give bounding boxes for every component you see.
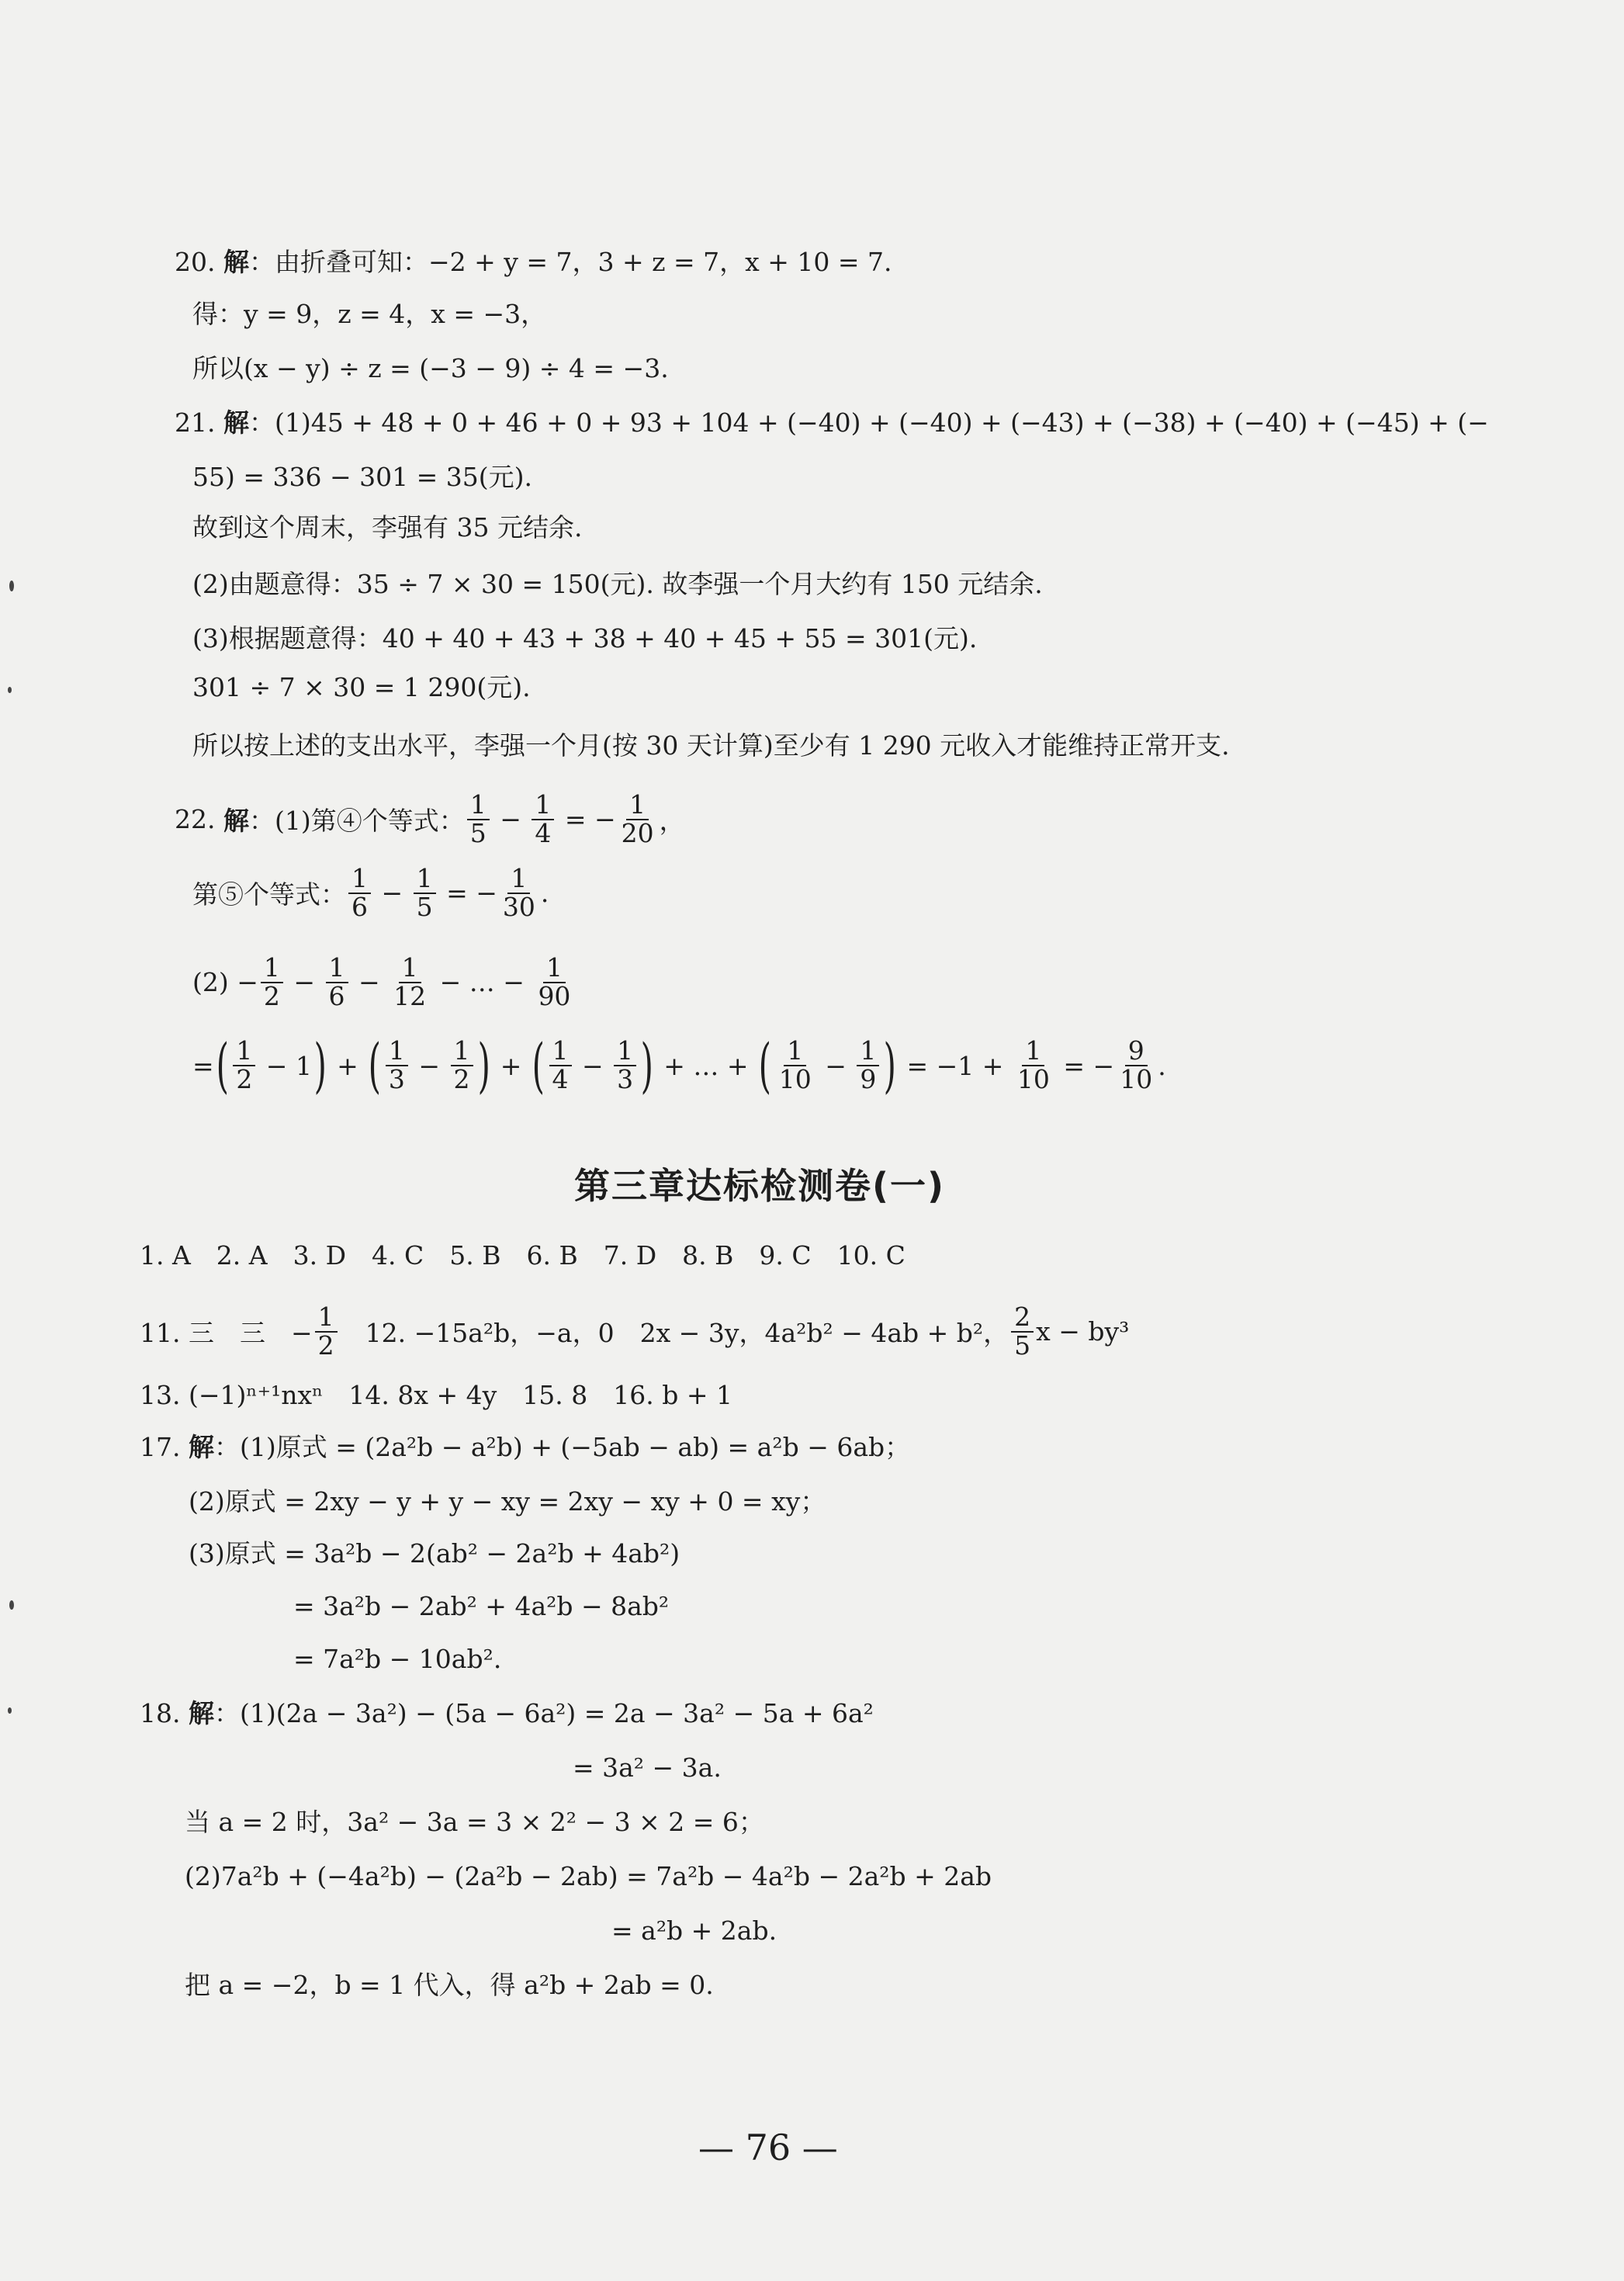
fraction: $\frac{1}{2}$ — [315, 1304, 338, 1359]
q21-line-5: (3)根据题意得：40 + 40 + 43 + 38 + 40 + 45 + 55 = 301(元). — [192, 623, 978, 653]
q12-text: 12. −15a²b，−a，0 2x − 3y，4a²b² − 4ab + b²， — [339, 1318, 1009, 1349]
scan-mark — [8, 1707, 12, 1714]
q21-label: 解 — [223, 407, 249, 438]
q22-line-3: (2) − $\frac{1}{2}$ − $\frac{1}{6}$ − $\frac{1}{12}$ − … − $\frac{1}{90}$ — [192, 955, 576, 1010]
q17-line-1 — [140, 1432, 910, 1463]
q21-line-4: (2)由题意得：35 ÷ 7 × 30 = 150(元). 故李强一个月大约有 150 元结余. — [192, 569, 1043, 599]
fraction: $\frac{1}{5}$ — [414, 865, 436, 920]
fraction: $\frac{2}{5}$ — [1011, 1304, 1034, 1359]
fraction: $\frac{9}{10}$ — [1120, 1035, 1153, 1094]
q18-line-1 — [140, 1698, 874, 1729]
q22-prefix-3: (2) − — [192, 967, 258, 998]
q17-text-1: ：(1)原式 = (2a²b − a²b) + (−5ab − ab) = a²b − 6ab； — [213, 1432, 911, 1462]
q13-q16-line: 13. (−1)ⁿ⁺¹nxⁿ 14. 8x + 4y 15. 8 16. b + 1 — [140, 1380, 732, 1410]
fraction: $\frac{1}{10}$ — [778, 1035, 812, 1094]
q22-number: 22. — [175, 804, 216, 835]
q17-number: 17. — [140, 1432, 181, 1462]
q18-number: 18. — [140, 1698, 181, 1728]
q17-label: 解 — [188, 1432, 214, 1462]
q22-label: 解 — [223, 806, 249, 837]
q22-prefix-2: 第⑤个等式： — [192, 879, 346, 910]
scan-mark — [9, 581, 14, 591]
q20-number: 20. — [175, 247, 216, 277]
page-number: — 76 — — [698, 2127, 838, 2168]
q11-text-a: 11. 三 三 − — [140, 1318, 313, 1349]
fraction: $\frac{1}{12}$ — [393, 952, 427, 1011]
fraction: $\frac{1}{9}$ — [857, 1038, 879, 1093]
q20-label: 解 — [223, 247, 249, 277]
scan-mark — [9, 1600, 14, 1610]
q18-line-2: = 3a² − 3a. — [573, 1752, 722, 1783]
q12-text-c: x − by³ — [1036, 1316, 1130, 1347]
fraction: $\frac{1}{4}$ — [549, 1038, 572, 1093]
fraction: $\frac{1}{6}$ — [326, 955, 348, 1010]
fraction: $\frac{1}{3}$ — [386, 1038, 408, 1093]
q17-line-2: (2)原式 = 2xy − y + y − xy = 2xy − xy + 0 = xy； — [189, 1486, 826, 1517]
q22-prefix-1: ：(1)第④个等式： — [248, 806, 465, 837]
fraction: $\frac{1}{90}$ — [538, 952, 571, 1011]
q20-line-2: 得：y = 9，z = 4，x = −3， — [192, 299, 547, 329]
q22-prefix-4: = — [192, 1050, 214, 1081]
q21-text-1: ：(1)45 + 48 + 0 + 46 + 0 + 93 + 104 + (−40) + (−40) + (−43) + (−38) + (−40) + (−45) + (− — [248, 407, 1489, 438]
fraction: $\frac{1}{4}$ — [532, 792, 554, 847]
q22-line-1: 22. 解 ：(1)第④个等式： $\frac{1}{5}$ − $\frac{1}{4}$ = − $\frac{1}{20}$ ， — [175, 789, 685, 848]
fraction: $\frac{1}{2}$ — [451, 1038, 473, 1093]
fraction: $\frac{1}{30}$ — [502, 863, 535, 922]
q21-line-2: 55) = 336 − 301 = 35(元). — [192, 462, 532, 492]
q22-line-4: = ( $\frac{1}{2}$ − 1 ) + ( $\frac{1}{3}$ − $\frac{1}{2}$ ) + ( $\frac{1}{4}$ − $\frac{1}{3}$ ) + … + ( $\frac{1}{10}$ − $\frac{1}{9}$ ) = −1 + $\frac{1}{10}$ = − $\frac{9}{10}$ . — [192, 1031, 1166, 1100]
fraction: $\frac{1}{2}$ — [261, 955, 283, 1010]
q18-line-6: 把 a = −2，b = 1 代入，得 a²b + 2ab = 0. — [185, 1970, 714, 2000]
q21-line-7: 所以按上述的支出水平，李强一个月(按 30 天计算)至少有 1 290 元收入才能维持正常开支. — [192, 730, 1230, 761]
q11-q12-line — [140, 1304, 1129, 1359]
q18-line-4: (2)7a²b + (−4a²b) − (2a²b − 2ab) = 7a²b − 4a²b − 2a²b + 2ab — [185, 1861, 992, 1891]
fraction: $\frac{1}{10}$ — [1016, 1035, 1050, 1094]
mc-answers: 1. A 2. A 3. D 4. C 5. B 6. B 7. D 8. B 9. C 10. C — [140, 1240, 905, 1270]
q18-label: 解 — [188, 1698, 214, 1728]
q20-text-1: ：由折叠可知：−2 + y = 7，3 + z = 7，x + 10 = 7. — [248, 247, 892, 277]
q18-text-1: ：(1)(2a − 3a²) − (5a − 6a²) = 2a − 3a² − 5a + 6a² — [213, 1698, 874, 1728]
fraction: $\frac{1}{6}$ — [348, 865, 371, 920]
q17-line-4: = 3a²b − 2ab² + 4a²b − 8ab² — [293, 1591, 670, 1621]
fraction: $\frac{1}{5}$ — [467, 792, 490, 847]
q17-line-5: = 7a²b − 10ab². — [293, 1644, 502, 1674]
fraction: $\frac{1}{3}$ — [614, 1038, 636, 1093]
q21-line-1 — [175, 407, 1489, 439]
q22-line-2: 第⑤个等式： $\frac{1}{6}$ − $\frac{1}{5}$ = − $\frac{1}{30}$ . — [192, 863, 549, 922]
q18-line-5: = a²b + 2ab. — [611, 1915, 777, 1946]
fraction: $\frac{1}{20}$ — [621, 789, 654, 848]
q20-line-3: 所以(x − y) ÷ z = (−3 − 9) ÷ 4 = −3. — [192, 353, 669, 383]
chapter-title: 第三章达标检测卷(一) — [574, 1165, 946, 1207]
q21-line-6: 301 ÷ 7 × 30 = 1 290(元). — [192, 672, 531, 702]
q18-line-3: 当 a = 2 时，3a² − 3a = 3 × 2² − 3 × 2 = 6； — [185, 1807, 764, 1837]
fraction: $\frac{1}{2}$ — [233, 1038, 255, 1093]
q20-line-1 — [175, 247, 892, 278]
q21-line-3: 故到这个周末，李强有 35 元结余. — [192, 512, 583, 543]
q17-line-3: (3)原式 = 3a²b − 2(ab² − 2a²b + 4ab²) — [189, 1538, 680, 1569]
q21-number: 21. — [175, 407, 216, 438]
scan-mark — [8, 687, 12, 693]
